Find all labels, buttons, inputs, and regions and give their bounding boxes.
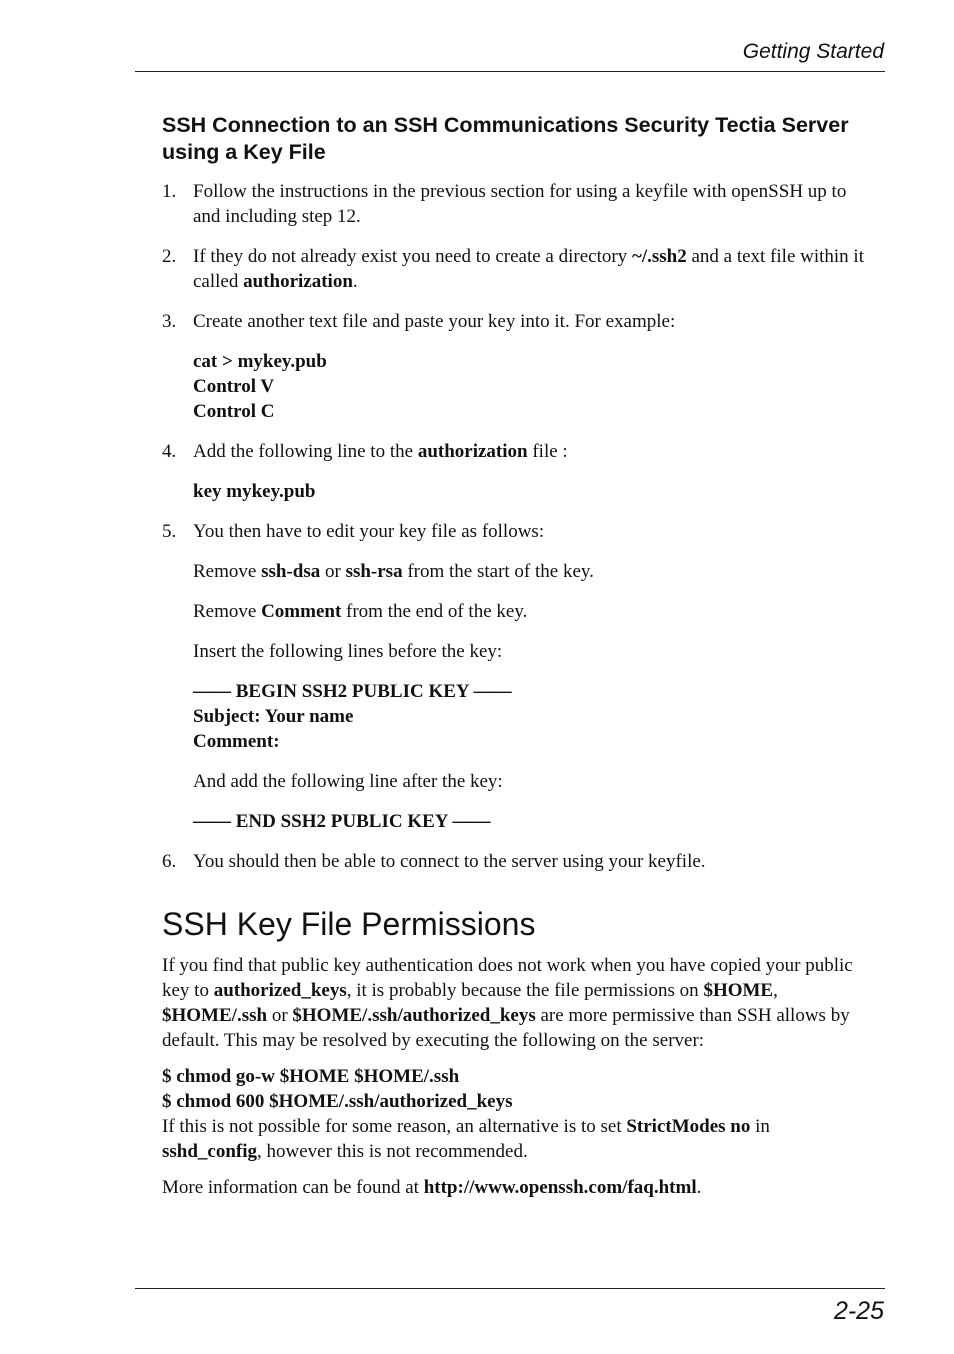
steps-list [162,179,867,874]
file-name: authorized_keys [213,980,347,1001]
running-header-title: Getting Started [742,40,884,63]
setting-name: StrictModes no [626,1116,751,1137]
list-item [162,439,867,504]
path: $HOME/.ssh/authorized_keys [292,1005,536,1026]
text-run: Remove [193,601,262,622]
page-number: 2-25 [833,1297,884,1325]
text-run: are more permissive than SSH allows by default. This may be resolved by executing the following on the server: [162,1005,850,1051]
file-name: authorization [417,441,528,462]
text-run: . [696,1177,702,1198]
list-item [162,849,867,874]
step-number: 4. [162,441,177,462]
text-run: , [773,980,778,1001]
text-run: Remove [193,561,262,582]
step-number: 2. [162,246,177,267]
paragraph [162,953,867,1053]
text-run: and a text file within it called [193,246,864,292]
step-text: You then have to edit your key file as follows: [193,521,545,542]
directory-name: ~/.ssh2 [631,246,687,267]
text-run: If you find that public key authentication does not work when you have copied your public key to [162,955,853,1001]
text-run: . [352,271,358,292]
step-number: 5. [162,521,177,542]
step-text [193,439,867,464]
section-heading-large: SSH Key File Permissions [162,906,536,942]
code-line: $ chmod go-w $HOME $HOME/.ssh [162,1066,460,1087]
code-block [193,349,867,424]
paragraph [162,1175,867,1200]
text-run: or [320,561,346,582]
code-block [162,1064,867,1114]
footer-divider [135,1288,885,1289]
instruction-text [193,599,867,624]
file-name: authorization [243,271,353,292]
code-line: —— END SSH2 PUBLIC KEY —— [193,811,491,832]
step-number: 3. [162,311,177,332]
text-run: from the start of the key. [402,561,594,582]
code-line: Control V [193,376,275,397]
text-run: If this is not possible for some reason, an alternative is to set [162,1116,627,1137]
text-run: , however this is not recommended. [257,1141,528,1162]
list-item [162,309,867,424]
text-run: More information can be found at [162,1177,424,1198]
step-text: You should then be able to connect to the server using your keyfile. [193,851,706,872]
step-text: Follow the instructions in the previous section for using a keyfile with openSSH up to and including step 12. [193,181,847,227]
file-name: sshd_config [162,1141,258,1162]
code-block [193,679,867,754]
text-run: If they do not already exist you need to create a directory [193,246,632,267]
code-line: —— BEGIN SSH2 PUBLIC KEY —— [193,681,512,702]
instruction-text: Insert the following lines before the key: [193,641,503,662]
code-line: Subject: Your name [193,706,354,727]
code-line: cat > mykey.pub [193,351,327,372]
text-run: or [267,1005,293,1026]
step-number: 1. [162,181,177,202]
text-run: in [750,1116,770,1137]
keyword: Comment [261,601,342,622]
page-content [162,112,867,1211]
code-line: key mykey.pub [193,481,316,502]
path: $HOME/.ssh [162,1005,268,1026]
text-run: Add the following line to the [193,441,418,462]
code-line: Comment: [193,731,280,752]
list-item [162,244,867,294]
code-line: $ chmod 600 $HOME/.ssh/authorized_keys [162,1091,513,1112]
step-number: 6. [162,851,177,872]
text-run: from the end of the key. [341,601,528,622]
section-heading: SSH Connection to an SSH Communications Security Tectia Server using a Key File [162,113,849,164]
instruction-text [193,559,867,584]
keyword: ssh-dsa [261,561,321,582]
step-text: Create another text file and paste your key into it. For example: [193,311,676,332]
code-line: Control C [193,401,275,422]
keyword: ssh-rsa [345,561,403,582]
header-divider [135,71,885,72]
list-item [162,179,867,229]
path: $HOME [703,980,774,1001]
list-item [162,519,867,834]
faq-link[interactable]: http://www.openssh.com/faq.html [423,1177,697,1198]
text-run: file : [527,441,568,462]
instruction-text: And add the following line after the key: [193,771,503,792]
step-text [193,244,867,294]
paragraph [162,1114,867,1164]
text-run: , it is probably because the file permissions on [346,980,704,1001]
